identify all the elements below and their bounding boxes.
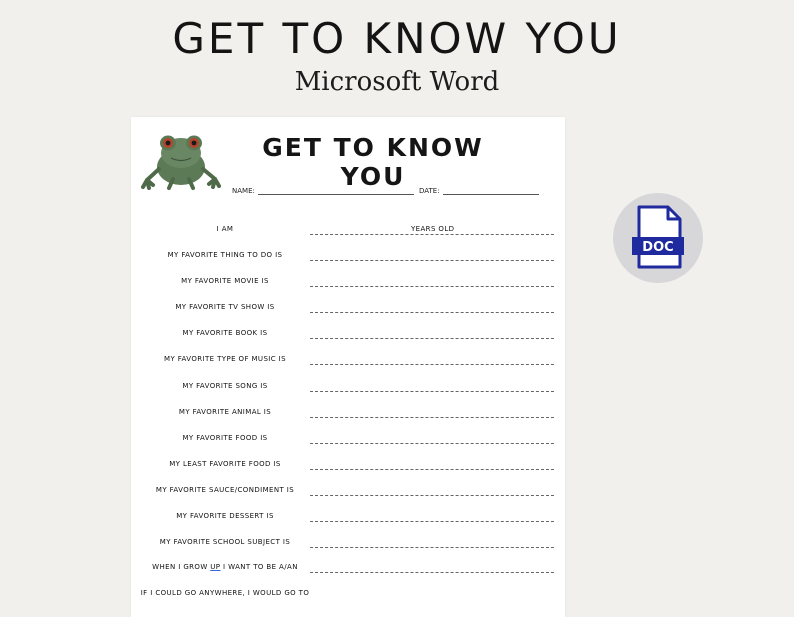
question-label: MY FAVORITE BOOK IS	[182, 329, 268, 338]
answer-line[interactable]	[310, 443, 554, 444]
answer-line[interactable]	[310, 547, 554, 548]
worksheet-page	[131, 117, 565, 617]
answer-line[interactable]	[310, 495, 554, 496]
question-label: MY FAVORITE FOOD IS	[182, 433, 268, 442]
answer-line[interactable]	[310, 391, 554, 392]
name-label: NAME:	[232, 187, 255, 195]
answer-line[interactable]	[310, 286, 554, 287]
worksheet-title: GET TO KNOW YOU	[262, 133, 484, 191]
answer-line[interactable]	[310, 572, 554, 573]
question-label: MY FAVORITE TV SHOW IS	[175, 303, 275, 312]
question-row	[131, 380, 565, 394]
doc-file-icon	[613, 193, 703, 283]
question-label: MY FAVORITE MOVIE IS	[181, 277, 269, 286]
question-label: MY FAVORITE DESSERT IS	[176, 512, 274, 520]
question-label: MY FAVORITE SONG IS	[182, 381, 268, 390]
age-row	[131, 223, 565, 237]
partial-row	[131, 587, 565, 601]
question-label: MY FAVORITE ANIMAL IS	[178, 407, 272, 416]
question-label: IF I COULD GO ANYWHERE, I WOULD GO TO	[140, 589, 310, 597]
question-row	[131, 510, 565, 524]
hero-subtitle: Microsoft Word	[294, 67, 500, 97]
name-line[interactable]	[258, 186, 414, 195]
answer-line[interactable]	[310, 417, 554, 418]
date-field[interactable]	[419, 186, 539, 195]
question-label: WHEN I GROW UP I WANT TO BE A/AN	[152, 563, 298, 571]
question-row	[131, 432, 565, 446]
answer-line[interactable]	[310, 260, 554, 261]
question-row	[131, 249, 565, 263]
question-label: MY FAVORITE SCHOOL SUBJECT IS	[159, 538, 291, 547]
question-label: MY LEAST FAVORITE FOOD IS	[169, 459, 281, 468]
grow-up-row	[131, 561, 565, 575]
hero-title: GET TO KNOW YOU	[172, 14, 622, 63]
question-label: MY FAVORITE SAUCE/CONDIMENT IS	[155, 485, 295, 494]
doc-badge-label: DOC	[642, 240, 674, 255]
doc-badge	[613, 193, 703, 283]
question-label: MY FAVORITE TYPE OF MUSIC IS	[164, 355, 286, 364]
answer-line[interactable]	[310, 469, 554, 470]
answer-line[interactable]	[310, 312, 554, 313]
question-row	[131, 327, 565, 341]
years-old-label: YEARS OLD	[411, 225, 455, 233]
answer-line[interactable]	[310, 521, 554, 522]
question-row	[131, 406, 565, 420]
answer-line[interactable]	[310, 234, 554, 235]
frog-icon	[139, 125, 223, 191]
question-row	[131, 536, 565, 550]
question-row	[131, 275, 565, 289]
answer-line[interactable]	[310, 364, 554, 365]
answer-line[interactable]	[310, 338, 554, 339]
question-label: I AM	[216, 225, 234, 233]
name-field[interactable]	[232, 186, 414, 195]
question-row	[131, 484, 565, 498]
question-label: MY FAVORITE THING TO DO IS	[167, 251, 283, 259]
date-line[interactable]	[443, 186, 539, 195]
question-row	[131, 458, 565, 472]
question-row	[131, 353, 565, 367]
date-label: DATE:	[419, 187, 440, 195]
question-row	[131, 301, 565, 315]
